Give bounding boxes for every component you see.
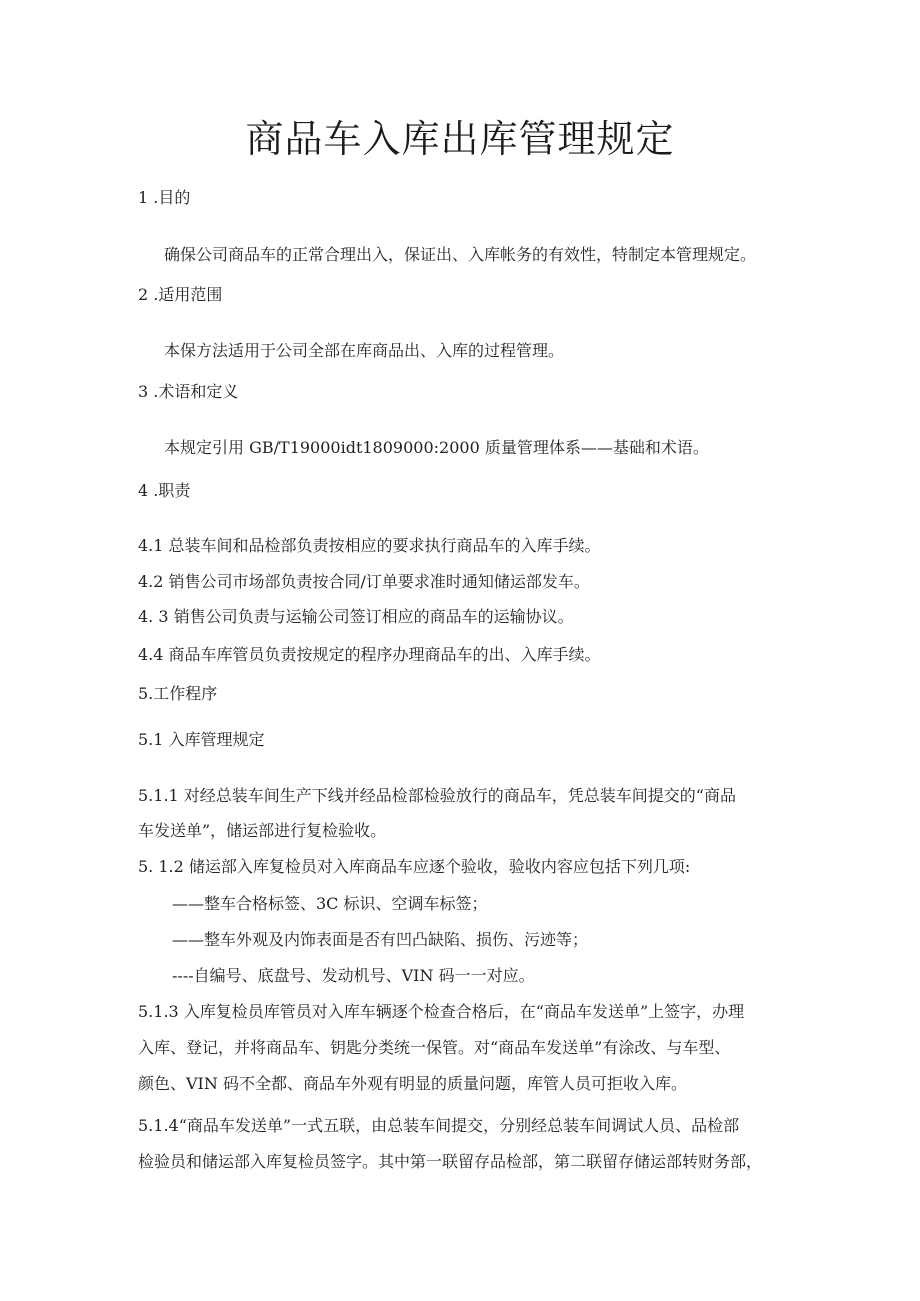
section-4-heading: 4 .职责 <box>138 481 191 500</box>
section-4-1: 4.1 总装车间和品检部负责按相应的要求执行商品车的入库手续。 <box>138 536 601 555</box>
section-5-heading: 5.工作程序 <box>138 684 218 703</box>
document-title: 商品车入库出库管理规定 <box>245 117 675 161</box>
section-5-1-3-line-3: 颜色、VIN 码不全都、商品车外观有明显的质量问题，库管人员可拒收入库。 <box>138 1074 687 1093</box>
section-5-1-1-line-1: 5.1.1 对经总装车间生产下线并经品检部检验放行的商品车，凭总装车间提交的“商品 <box>138 786 736 805</box>
section-2-heading: 2 .适用范围 <box>138 285 223 304</box>
section-5-1-4-line-1: 5.1.4“商品车发送单”一式五联，由总装车间提交，分别经总装车间调试人员、品检部 <box>138 1116 740 1135</box>
section-1-heading: 1 .目的 <box>138 188 191 207</box>
section-4-3: 4. 3 销售公司负责与运输公司签订相应的商品车的运输协议。 <box>138 607 574 626</box>
section-5-1-4-line-2: 检验员和储运部入库复检员签字。其中第一联留存品检部，第二联留存储运部转财务部， <box>138 1152 763 1171</box>
section-5-1-heading: 5.1 入库管理规定 <box>138 730 265 749</box>
section-3-heading: 3 .术语和定义 <box>138 382 239 401</box>
section-4-2: 4.2 销售公司市场部负责按合同/订单要求准时通知储运部发车。 <box>138 572 590 591</box>
section-5-1-2: 5. 1.2 储运部入库复检员对入库商品车应逐个验收，验收内容应包括下列几项: <box>138 857 691 876</box>
section-5-1-2-item-3: ----自编号、底盘号、发动机号、VIN 码一一对应。 <box>172 966 535 985</box>
section-5-1-2-item-2: ——整车外观及内饰表面是否有凹凸缺陷、损伤、污迹等； <box>172 930 589 949</box>
section-3-body: 本规定引用 GB/T19000idt1809000:2000 质量管理体系——基础和术语。 <box>164 438 709 457</box>
section-5-1-2-item-1: ——整车合格标签、3C 标识、空调车标签； <box>172 894 488 913</box>
section-5-1-1-line-2: 车发送单”，储运部进行复检验收。 <box>138 821 387 840</box>
section-5-1-3-line-1: 5.1.3 入库复检员库管员对入库车辆逐个检查合格后，在“商品车发送单”上签字，办理 <box>138 1002 745 1021</box>
section-4-4: 4.4 商品车库管员负责按规定的程序办理商品车的出、入库手续。 <box>138 645 601 664</box>
section-2-body: 本保方法适用于公司全部在库商品出、入库的过程管理。 <box>164 341 565 360</box>
section-1-body: 确保公司商品车的正常合理出入，保证出、入库帐务的有效性，特制定本管理规定。 <box>164 245 757 264</box>
section-5-1-3-line-2: 入库、登记，并将商品车、钥匙分类统一保管。对“商品车发送单”有涂改、与车型、 <box>138 1038 731 1057</box>
